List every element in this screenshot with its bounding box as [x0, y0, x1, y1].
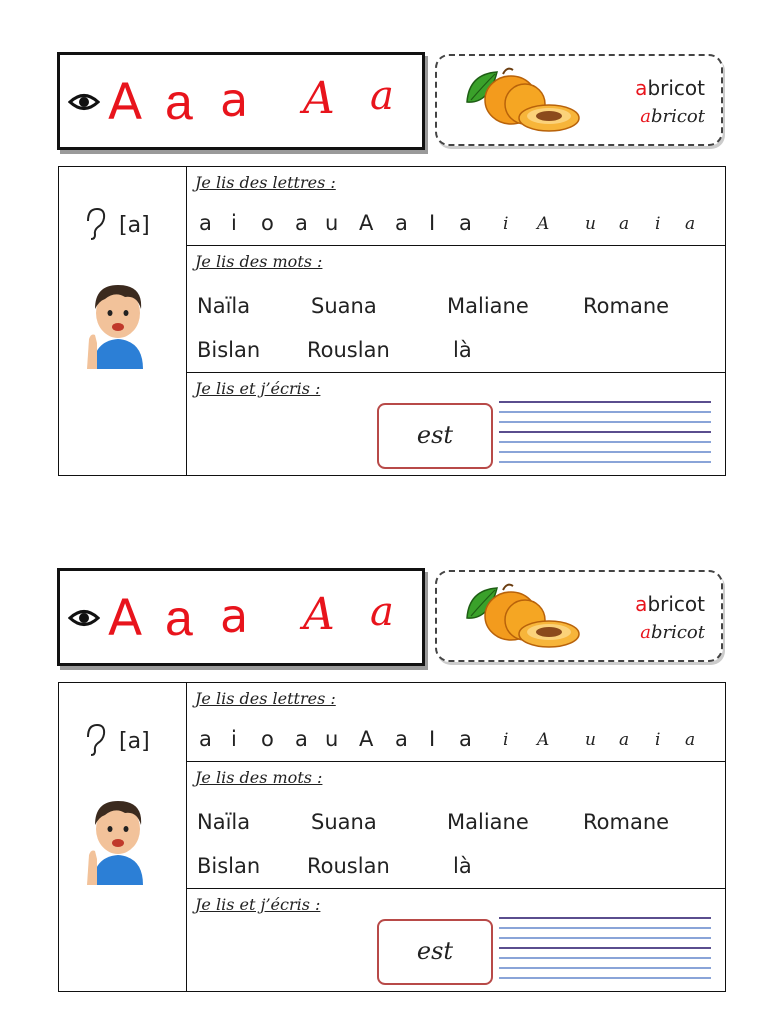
letter-item-cursive: i [503, 214, 509, 234]
capital-print-letter: A [108, 589, 143, 647]
phoneme-label: [a] [119, 729, 150, 754]
letters-row [187, 683, 725, 762]
letter-item: a [295, 211, 308, 235]
keyword-cursive-first-letter: a [640, 622, 651, 643]
word-item: Bislan [197, 338, 261, 362]
keyword-box [435, 54, 723, 146]
letter-item: a [395, 727, 408, 751]
letter-item: a [199, 211, 212, 235]
letter-item-cursive: u [585, 730, 596, 750]
words-row [187, 762, 725, 889]
letter-item-cursive: i [655, 730, 661, 750]
letter-item: u [325, 211, 339, 235]
keyword-box [435, 570, 723, 662]
write-row [187, 889, 725, 991]
words-row-title: Je lis des mots : [195, 768, 323, 787]
letter-item: i [231, 211, 237, 235]
writing-lines[interactable] [499, 917, 711, 983]
word-item: Naïla [197, 810, 251, 834]
capital-print-letter: A [108, 73, 143, 131]
keyword-print-first-letter: a [635, 76, 648, 100]
child-illustration [85, 793, 151, 885]
word-item: Naïla [197, 294, 251, 318]
letter-item-cursive: u [585, 214, 596, 234]
write-word: est [416, 937, 454, 965]
word-item: Suana [311, 810, 377, 834]
letter-forms-box [57, 52, 425, 150]
keyword-cursive [640, 622, 705, 643]
reading-card-1 [0, 42, 768, 502]
word-item: Romane [583, 810, 670, 834]
write-word-box [377, 403, 493, 469]
keyword-cursive-rest: bricot [650, 622, 705, 643]
letter-item-cursive: a [685, 214, 696, 234]
phoneme-label: [a] [119, 213, 150, 238]
apricot-illustration [463, 62, 583, 138]
ear-icon [84, 723, 106, 757]
letter-item-cursive: a [619, 730, 630, 750]
letter-item: A [359, 211, 374, 235]
reading-card-2 [0, 558, 768, 1018]
eye-icon [68, 607, 100, 629]
word-item: Suana [311, 294, 377, 318]
keyword-cursive-rest: bricot [650, 106, 705, 127]
letter-item-cursive: A [537, 730, 550, 750]
write-word-box [377, 919, 493, 985]
letter-item-cursive: i [655, 214, 661, 234]
letter-item-cursive: i [503, 730, 509, 750]
word-item: Rouslan [307, 338, 390, 362]
apricot-illustration [463, 578, 583, 654]
keyword-print-rest: bricot [647, 76, 705, 100]
eye-icon [68, 91, 100, 113]
exercise-table [58, 682, 726, 992]
letter-item-cursive: a [619, 214, 630, 234]
keyword-cursive [640, 106, 705, 127]
keyword-print-rest: bricot [647, 592, 705, 616]
word-item: Rouslan [307, 854, 390, 878]
write-word: est [416, 421, 454, 449]
letter-item: I [429, 727, 436, 751]
letter-item: o [261, 727, 274, 751]
letter-item: u [325, 727, 339, 751]
words-row [187, 246, 725, 373]
word-item: là [453, 854, 472, 878]
write-row-title: Je lis et j’écris : [195, 895, 321, 914]
letter-item: o [261, 211, 274, 235]
letter-item: a [459, 727, 472, 751]
letter-item: a [395, 211, 408, 235]
letter-forms-box [57, 568, 425, 666]
sound-column [59, 683, 187, 991]
letters-row-title: Je lis des lettres : [195, 689, 336, 708]
word-item: Maliane [447, 294, 529, 318]
letter-item-cursive: A [537, 214, 550, 234]
keyword-cursive-first-letter: a [640, 106, 651, 127]
lowercase-print-letter: a [220, 589, 249, 643]
script-letter: a [165, 590, 193, 646]
words-row-title: Je lis des mots : [195, 252, 323, 271]
capital-cursive-letter: A [303, 73, 335, 124]
word-item: Romane [583, 294, 670, 318]
letter-item: a [459, 211, 472, 235]
capital-cursive-letter: A [303, 589, 335, 640]
lowercase-cursive-letter: a [370, 73, 394, 119]
write-row-title: Je lis et j’écris : [195, 379, 321, 398]
keyword-print-first-letter: a [635, 592, 648, 616]
writing-lines[interactable] [499, 401, 711, 467]
lowercase-cursive-letter: a [370, 589, 394, 635]
ear-icon [84, 207, 106, 241]
word-item: Maliane [447, 810, 529, 834]
word-item: là [453, 338, 472, 362]
letters-row [187, 167, 725, 246]
letter-item: A [359, 727, 374, 751]
exercise-table [58, 166, 726, 476]
lowercase-print-letter: a [220, 73, 249, 127]
letters-row-title: Je lis des lettres : [195, 173, 336, 192]
write-row [187, 373, 725, 475]
letter-item: I [429, 211, 436, 235]
letter-item: i [231, 727, 237, 751]
script-letter: a [165, 74, 193, 130]
word-item: Bislan [197, 854, 261, 878]
child-illustration [85, 277, 151, 369]
keyword-print [635, 592, 705, 616]
letter-item: a [295, 727, 308, 751]
letter-item-cursive: a [685, 730, 696, 750]
letter-item: a [199, 727, 212, 751]
sound-column [59, 167, 187, 475]
keyword-print [635, 76, 705, 100]
